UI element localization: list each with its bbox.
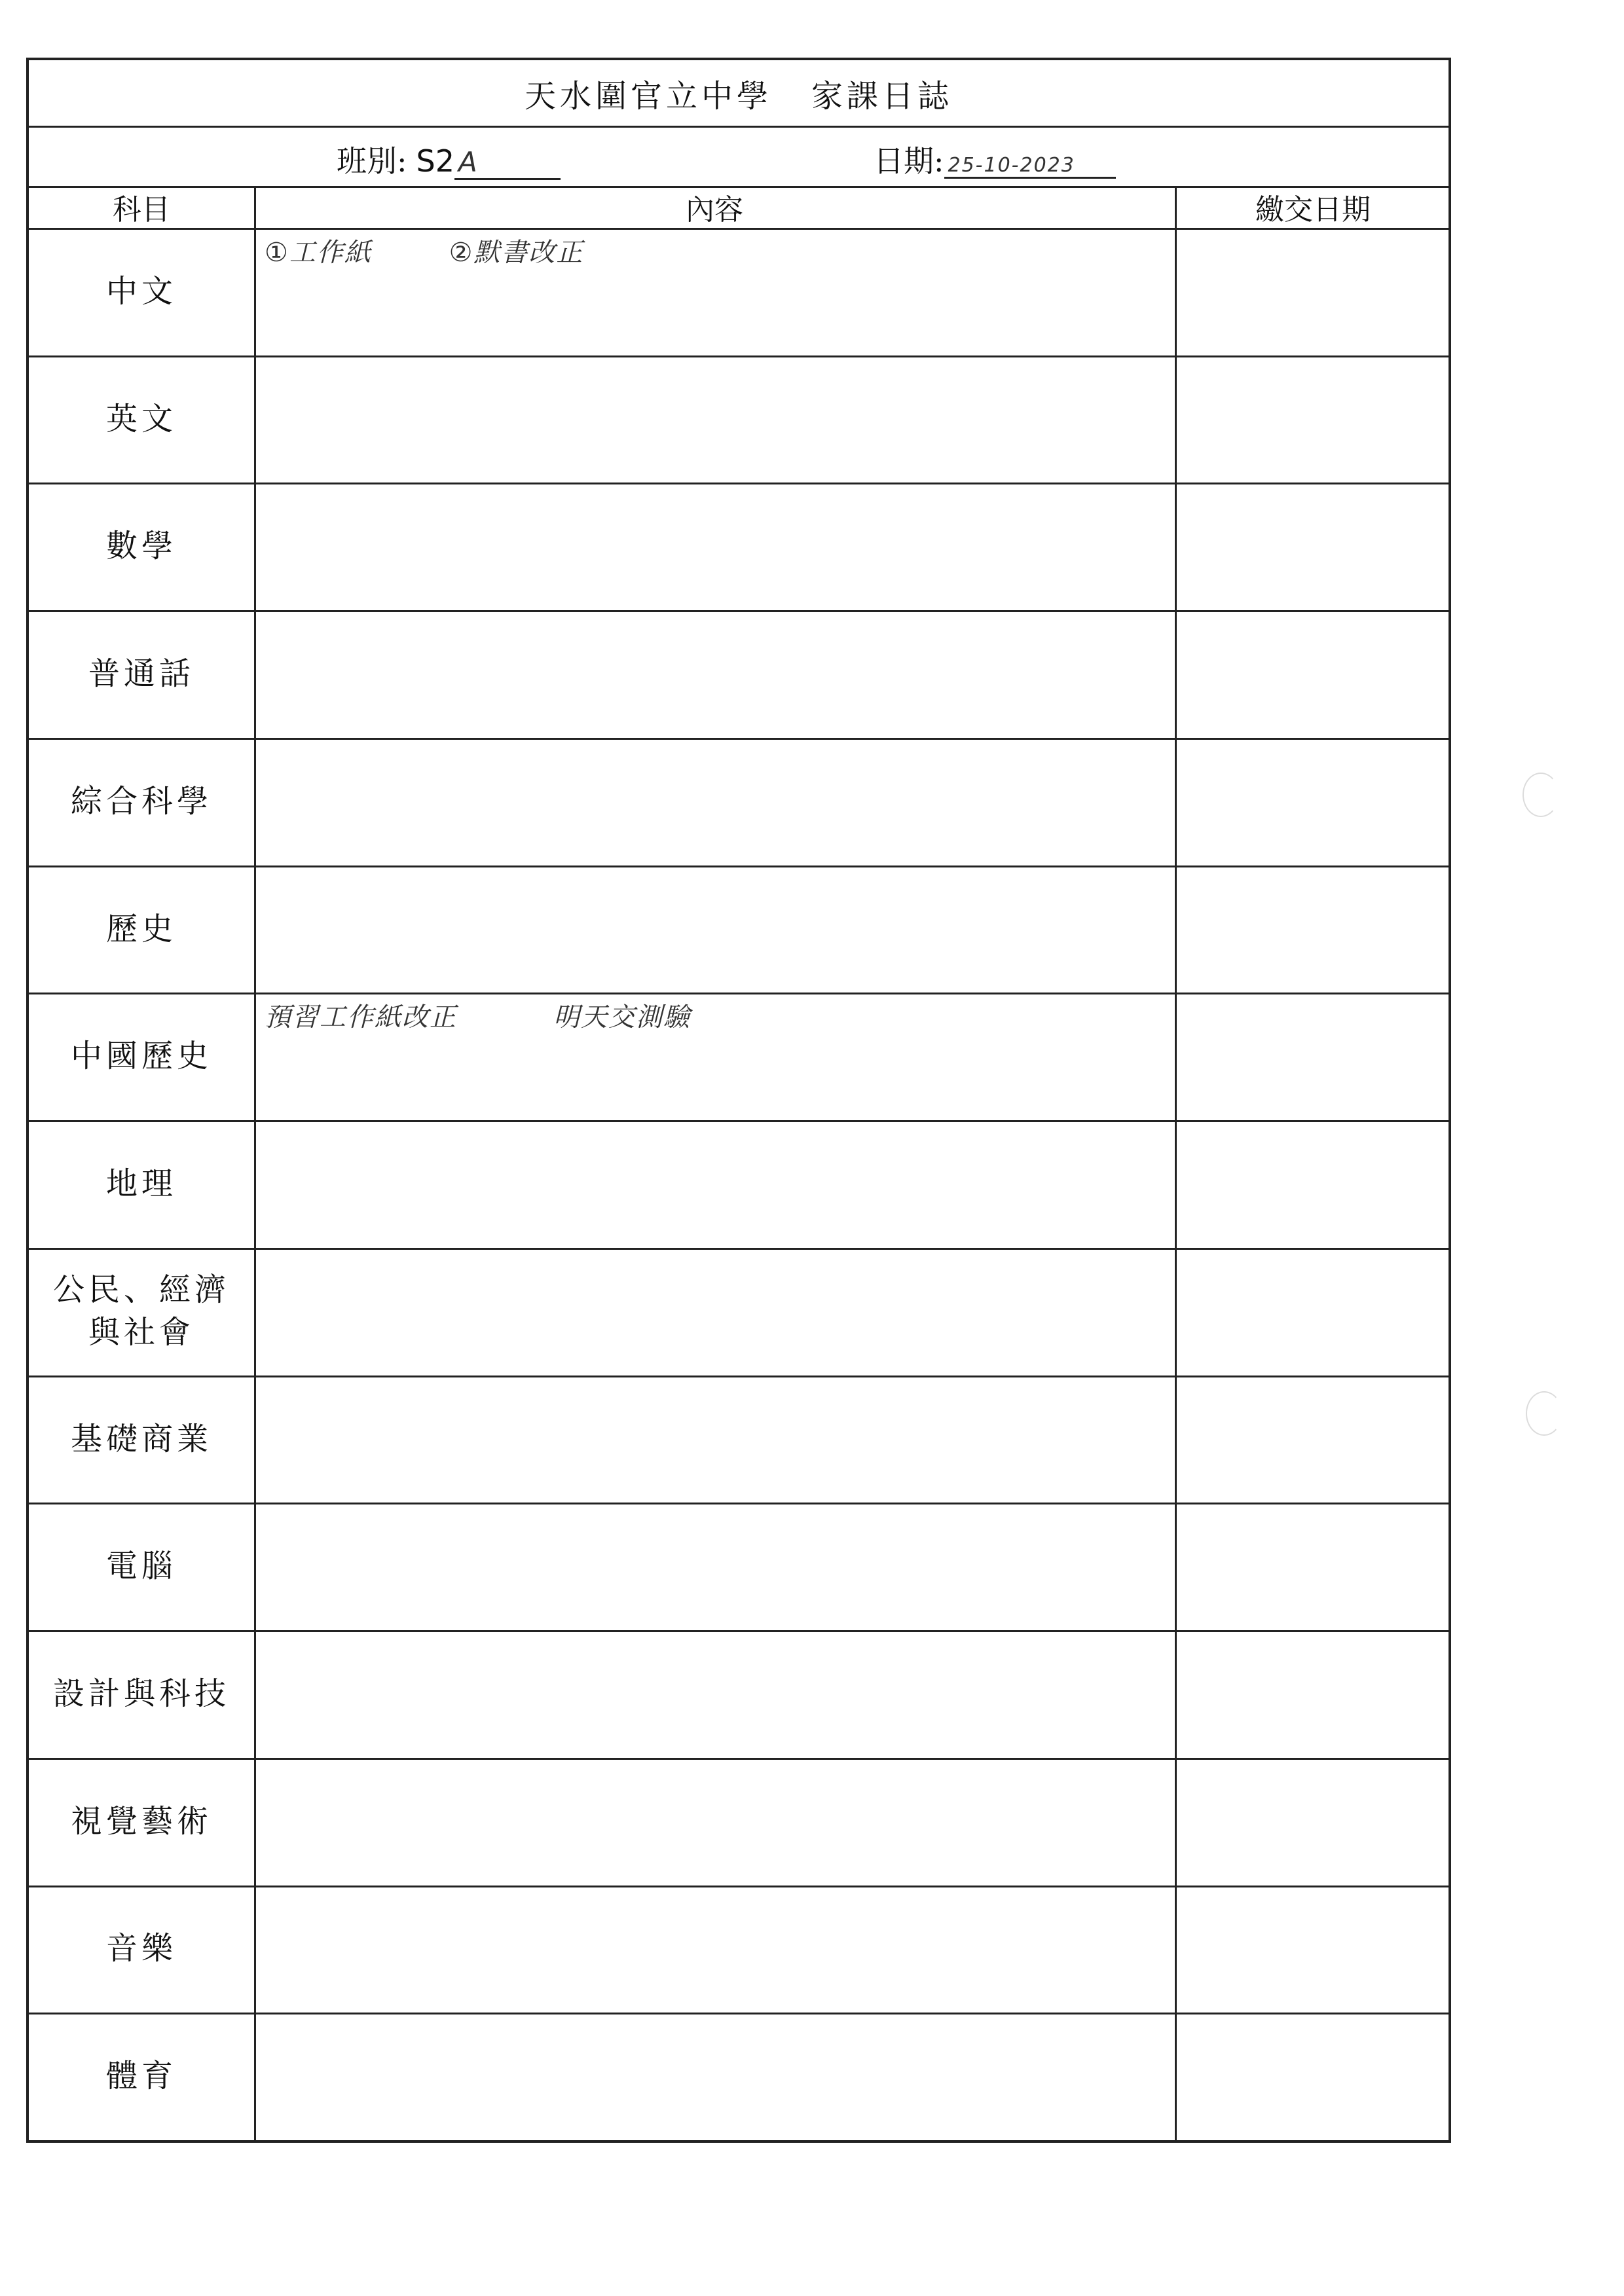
table-row bbox=[29, 866, 1449, 995]
table-row bbox=[29, 993, 1449, 1122]
date-label: 日期: bbox=[874, 143, 944, 179]
subject-cell: 電腦 bbox=[105, 1548, 177, 1585]
subject-cell: 綜合科學 bbox=[70, 782, 212, 820]
header-subject: 科目 bbox=[113, 193, 170, 227]
header-content: 內容 bbox=[686, 193, 743, 227]
class-field bbox=[337, 137, 561, 181]
homework-table bbox=[29, 186, 1449, 2140]
table-row bbox=[29, 1758, 1449, 1887]
subject-cell: 設計與科技 bbox=[52, 1675, 230, 1713]
subject-cell: 普通話 bbox=[88, 655, 194, 693]
class-prefix: S2 bbox=[416, 143, 454, 179]
subject-cell: 公民、經濟 與社會 bbox=[52, 1271, 230, 1351]
column-divider-subject bbox=[254, 186, 256, 2140]
subject-cell: 英文 bbox=[105, 400, 177, 437]
header-due-date: 繳交日期 bbox=[1255, 193, 1371, 227]
subject-cell: 數學 bbox=[105, 528, 177, 565]
subject-cell: 音樂 bbox=[105, 1930, 177, 1967]
subject-cell: 基礎商業 bbox=[70, 1420, 212, 1457]
subject-cell: 中國歷史 bbox=[70, 1038, 212, 1075]
date-field bbox=[874, 137, 1116, 181]
document-title: 家課日誌 bbox=[811, 77, 953, 115]
table-row bbox=[29, 483, 1449, 612]
class-date-row bbox=[29, 126, 1449, 188]
punch-hole-mark bbox=[1526, 1391, 1562, 1436]
subject-cell: 視覺藝術 bbox=[70, 1802, 212, 1840]
punch-hole-mark bbox=[1522, 773, 1559, 817]
table-row bbox=[29, 738, 1449, 867]
homework-diary-form bbox=[26, 58, 1451, 2143]
table-row bbox=[29, 610, 1449, 740]
table-row bbox=[29, 2013, 1449, 2140]
table-row bbox=[29, 1376, 1449, 1505]
subject-cell: 中文 bbox=[105, 272, 177, 310]
content-cell: ①工作紙 ②默書改正 bbox=[265, 238, 584, 268]
table-row bbox=[29, 355, 1449, 485]
form-title bbox=[29, 60, 1449, 128]
subject-cell: 體育 bbox=[105, 2058, 177, 2095]
table-row bbox=[29, 1248, 1449, 1377]
table-row bbox=[29, 1120, 1449, 1250]
column-divider-due bbox=[1175, 186, 1177, 2140]
table-row bbox=[29, 1886, 1449, 2015]
table-row bbox=[29, 228, 1449, 357]
school-name: 天水圍官立中學 bbox=[524, 77, 772, 115]
table-row bbox=[29, 1630, 1449, 1760]
class-label: 班別: bbox=[337, 143, 407, 179]
table-row bbox=[29, 1503, 1449, 1632]
class-value: A bbox=[454, 146, 561, 180]
content-cell: 預習工作紙改正 明天交測驗 bbox=[265, 1002, 692, 1033]
subject-cell: 地理 bbox=[105, 1165, 177, 1203]
table-header bbox=[29, 186, 1449, 230]
subject-cell: 歷史 bbox=[105, 910, 177, 947]
date-value: 25-10-2023 bbox=[944, 154, 1116, 179]
